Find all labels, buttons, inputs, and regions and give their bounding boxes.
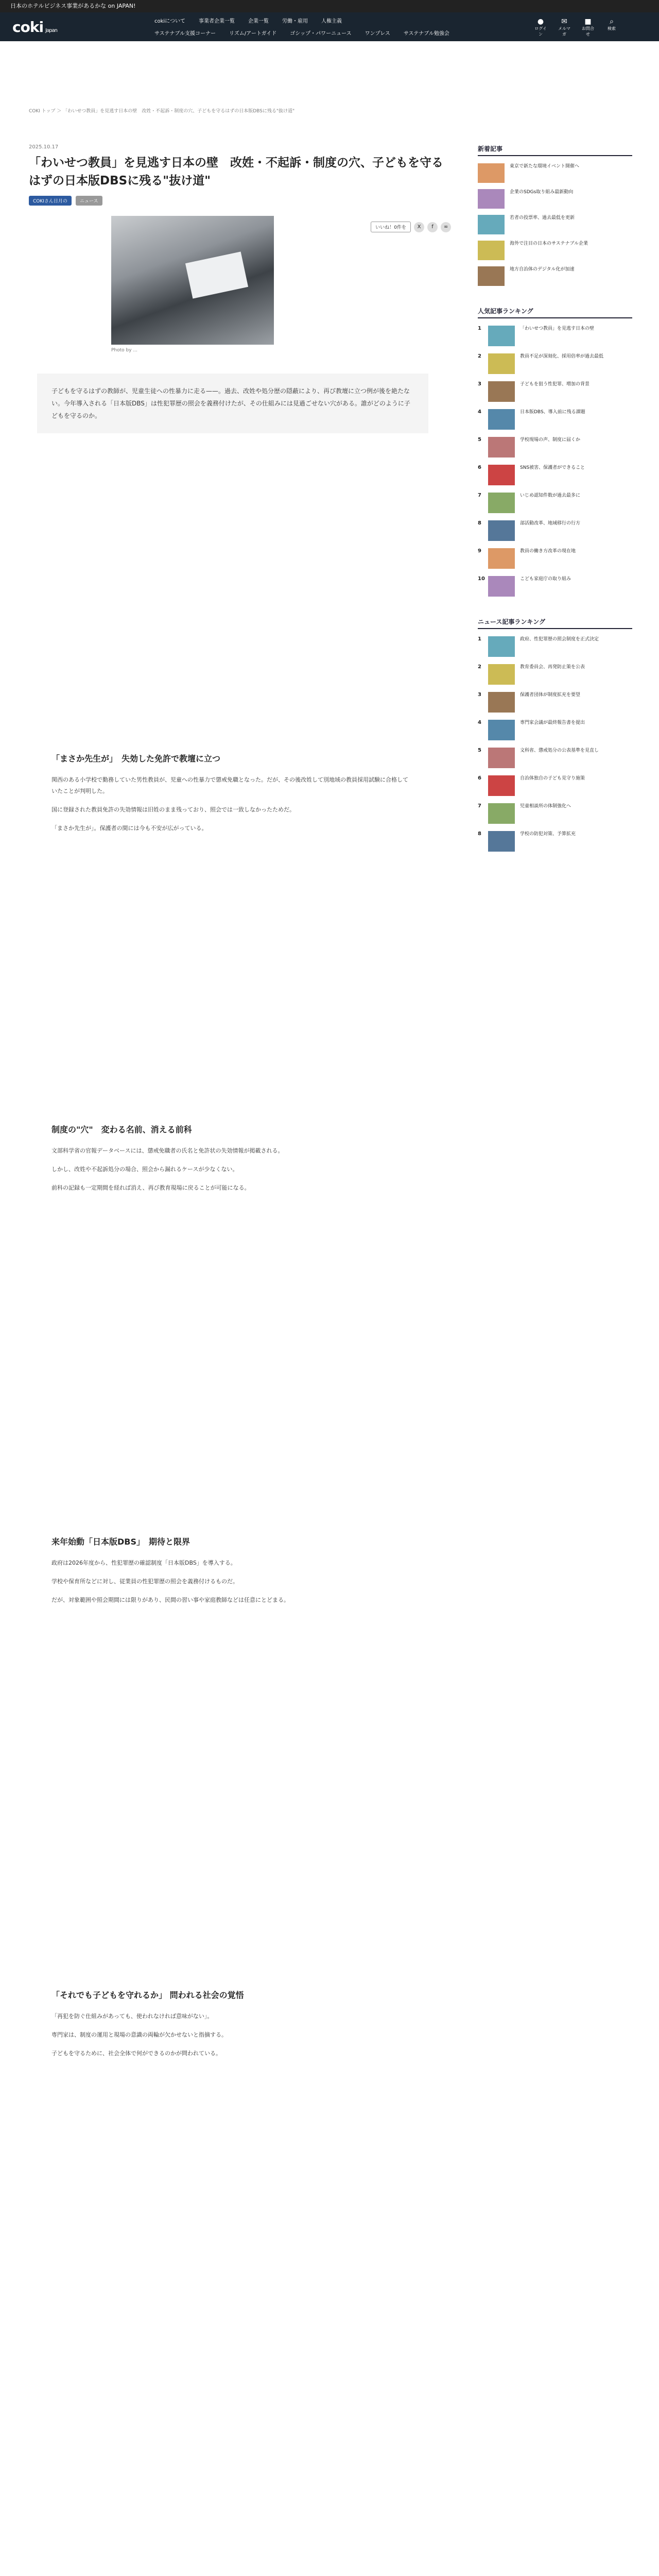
ranking-title: 保護者団体が制度拡充を要望 — [520, 692, 581, 698]
sidebar-thumbnail — [478, 266, 505, 286]
nav-item[interactable]: 企業一覧 — [248, 19, 269, 24]
sidebar-item-title: 海外で注目の日本のサステナブル企業 — [510, 241, 588, 246]
article-hero-image — [111, 216, 274, 345]
ranking-title: SNS被害、保護者ができること — [520, 465, 585, 470]
nav-secondary — [154, 29, 449, 37]
article-tags — [29, 196, 451, 206]
ranking-item[interactable] — [478, 326, 632, 346]
top-ticker: 日本のホテルビジネス事業があるかな on JAPAN! — [0, 0, 659, 12]
ranking-thumbnail — [488, 636, 515, 657]
ranking-number: 3 — [478, 692, 481, 698]
section-paragraph: 専門家は、制度の運用と現場の意識の両輪が欠かせないと指摘する。 — [51, 2031, 227, 2038]
ranking-item[interactable] — [478, 692, 632, 713]
section-paragraph: 前科の記録も一定期間を経れば消え、再び教育現場に戻ることが可能になる。 — [51, 1184, 250, 1191]
ranking-title: いじめ認知件数が過去最多に — [520, 493, 581, 498]
article-date: 2025.10.17 — [29, 144, 59, 150]
sidebar-thumbnail — [478, 163, 505, 183]
breadcrumb[interactable]: COKI トップ ＞ 「わいせつ教員」を見逃す日本の壁 改姓・不起訴・制度の穴、子どもを守るはずの日本版DBSに残る"抜け道" — [29, 109, 295, 114]
article-tag[interactable]: COKIさん日月の — [29, 196, 72, 206]
ranking-title: 政府、性犯罪歴の照会制度を正式決定 — [520, 637, 599, 642]
ranking-number: 9 — [478, 548, 481, 554]
sidebar-thumbnail — [478, 241, 505, 260]
sidebar-heading: 人気記事ランキング — [478, 307, 632, 318]
ranking-thumbnail — [488, 353, 515, 374]
section-paragraph: 子どもを守るために、社会全体で何ができるのかが問われている。 — [51, 2050, 221, 2057]
ranking-thumbnail — [488, 775, 515, 796]
article-main — [29, 144, 451, 433]
ranking-item[interactable] — [478, 381, 632, 402]
ranking-title: 「わいせつ教員」を見逃す日本の壁 — [520, 326, 595, 331]
sidebar-item-title: 地方自治体のデジタル化が加速 — [510, 267, 575, 272]
chat-icon[interactable]: ■ お問合せ — [582, 18, 594, 37]
section-paragraph: 学校や保育所などに対し、従業員の性犯罪歴の照会を義務付けるものだ。 — [51, 1578, 238, 1585]
ranking-number: 1 — [478, 636, 481, 642]
sidebar-item[interactable] — [478, 241, 632, 260]
x-share-icon[interactable]: X — [414, 222, 424, 232]
ranking-thumbnail — [488, 664, 515, 685]
sidebar-item-title: 東京で新たな環境イベント開催へ — [510, 164, 580, 169]
article-tag[interactable]: ニュース — [76, 196, 102, 206]
ranking-title: 教員不足が深刻化、採用倍率が過去最低 — [520, 354, 604, 359]
ranking-item[interactable] — [478, 548, 632, 569]
ranking-item[interactable] — [478, 664, 632, 685]
user-icon[interactable]: ● ログイン — [534, 18, 547, 37]
nav-item[interactable]: サステナブル勉強会 — [403, 31, 449, 37]
ranking-thumbnail — [488, 692, 515, 713]
ranking-number: 5 — [478, 437, 481, 443]
article-section — [51, 1123, 412, 1201]
ranking-number: 3 — [478, 381, 481, 387]
section-heading: 「まさか先生が」 失効した免許で教壇に立つ — [51, 754, 221, 764]
ranking-thumbnail — [488, 465, 515, 485]
ranking-thumbnail — [488, 409, 515, 430]
ranking-item[interactable] — [478, 437, 632, 457]
section-heading: 来年始動「日本版DBS」 期待と限界 — [51, 1537, 190, 1547]
ranking-thumbnail — [488, 576, 515, 597]
ranking-title: こども家庭庁の取り組み — [520, 577, 571, 582]
ranking-title: 子どもを狙う性犯罪、増加の背景 — [520, 382, 590, 387]
ranking-item[interactable] — [478, 465, 632, 485]
ranking-thumbnail — [488, 326, 515, 346]
photo-caption: Photo by ... — [111, 348, 138, 353]
section-heading: 「それでも子どもを守れるか」 問われる社会の覚悟 — [51, 1990, 244, 2000]
ranking-number: 2 — [478, 353, 481, 359]
ranking-number: 2 — [478, 664, 481, 670]
ranking-thumbnail — [488, 748, 515, 768]
nav-item[interactable]: 労働・雇用 — [282, 19, 308, 24]
ranking-thumbnail — [488, 381, 515, 402]
article-lead: 子どもを守るはずの教師が、児童生徒への性暴力に走る——。過去、改姓や処分歴の隠蔽により、再び教壇に立つ例が後を絶たない。今年導入される「日本版DBS」は性犯罪歴の照会を義務付けたが、その仕組みには見過ごせない穴がある。誰がどのように子どもを守るのか。 — [37, 374, 428, 433]
ranking-number: 6 — [478, 775, 481, 781]
ranking-title: 文科省、懲戒処分の公表基準を見直し — [520, 748, 599, 753]
ranking-item[interactable] — [478, 636, 632, 657]
section-paragraph: 「まさか先生が」。保護者の間には今も不安が広がっている。 — [51, 825, 207, 832]
article-section — [51, 752, 412, 841]
ranking-thumbnail — [488, 831, 515, 852]
mail-icon[interactable]: ✉ メルマガ — [558, 18, 570, 37]
sidebar-thumbnail — [478, 215, 505, 234]
ranking-title: 専門家会議が最終報告書を提出 — [520, 720, 585, 725]
nav-item[interactable]: ワンプレス — [365, 31, 390, 37]
ranking-item[interactable] — [478, 831, 632, 852]
ranking-title: 部活動改革、地域移行の行方 — [520, 521, 581, 526]
ranking-title: 教員の働き方改革の現在地 — [520, 549, 576, 554]
header-icons — [534, 18, 618, 37]
ranking-title: 教育委員会、再発防止策を公表 — [520, 665, 585, 670]
ranking-title: 日本版DBS、導入前に残る課題 — [520, 410, 585, 415]
ranking-number: 7 — [478, 803, 481, 809]
ranking-number: 7 — [478, 493, 481, 498]
section-heading: 制度の"穴" 変わる名前、消える前科 — [51, 1125, 192, 1134]
sidebar-heading: ニュース記事ランキング — [478, 617, 632, 629]
ranking-thumbnail — [488, 548, 515, 569]
sidebar-item[interactable] — [478, 189, 632, 209]
ranking-title: 学校現場の声、制度に届くか — [520, 437, 581, 443]
ranking-number: 4 — [478, 720, 481, 725]
ranking-item[interactable] — [478, 520, 632, 541]
ranking-number: 8 — [478, 520, 481, 526]
section-paragraph: 関西のある小学校で勤務していた男性教員が、児童への性暴力で懲戒免職となった。だが、その後改姓して別地域の教員採用試験に合格していたことが判明した。 — [51, 776, 408, 794]
article-section — [51, 1989, 412, 2066]
site-logo[interactable]: coki Japan — [12, 19, 57, 36]
ranking-number: 10 — [478, 576, 485, 582]
sidebar-thumbnail — [478, 189, 505, 209]
article-section — [51, 1535, 412, 1613]
sidebar-item[interactable] — [478, 215, 632, 234]
ranking-title: 学校の防犯対策、予算拡充 — [520, 832, 576, 837]
nav-item[interactable]: ゴシップ・パワーニュース — [290, 31, 352, 37]
nav-item[interactable]: cokiについて — [154, 19, 185, 24]
ranking-number: 6 — [478, 465, 481, 470]
sidebar-heading: 新着記事 — [478, 144, 632, 156]
ranking-thumbnail — [488, 720, 515, 740]
ranking-number: 8 — [478, 831, 481, 837]
ranking-thumbnail — [488, 803, 515, 824]
section-paragraph: 国に登録された教員免許の失効情報は旧姓のまま残っており、照会では一致しなかったためだ。 — [51, 806, 295, 813]
like-button[interactable]: いいね！0件を — [371, 222, 411, 232]
sidebar — [478, 144, 632, 859]
section-paragraph: しかし、改姓や不起訴処分の場合、照会から漏れるケースが少なくない。 — [51, 1166, 238, 1173]
section-paragraph: 「再犯を防ぐ仕組みがあっても、使われなければ意味がない」。 — [51, 2013, 213, 2020]
ranking-title: 自治体独自の子ども見守り施策 — [520, 776, 585, 781]
section-paragraph: 文部科学省の官報データベースには、懲戒免職者の氏名と免許状の失効情報が掲載される。 — [51, 1147, 284, 1154]
nav-item[interactable]: リズム/アートガイド — [229, 31, 277, 37]
ranking-number: 4 — [478, 409, 481, 415]
ranking-item[interactable] — [478, 720, 632, 740]
ranking-title: 児童相談所の体制強化へ — [520, 804, 571, 809]
sidebar-item-title: 若者の投票率、過去最低を更新 — [510, 215, 575, 221]
ranking-thumbnail — [488, 493, 515, 513]
link-share-icon[interactable]: ∞ — [441, 222, 451, 232]
ranking-number: 5 — [478, 748, 481, 753]
article-title: 「わいせつ教員」を見逃す日本の壁 改姓・不起訴・制度の穴、子どもを守るはずの日本版DBSに残る"抜け道" — [29, 156, 443, 188]
nav-item[interactable]: 事業者企業一覧 — [199, 19, 235, 24]
nav-item[interactable]: 人権主義 — [321, 19, 342, 24]
share-bar — [371, 222, 451, 232]
facebook-share-icon[interactable]: f — [427, 222, 438, 232]
ranking-item[interactable] — [478, 409, 632, 430]
nav-primary — [154, 16, 342, 24]
ranking-thumbnail — [488, 437, 515, 457]
ranking-item[interactable] — [478, 803, 632, 824]
ranking-item[interactable] — [478, 748, 632, 768]
ranking-thumbnail — [488, 520, 515, 541]
ranking-item[interactable] — [478, 493, 632, 513]
sidebar-item[interactable] — [478, 266, 632, 286]
ranking-item[interactable] — [478, 353, 632, 374]
ranking-item[interactable] — [478, 775, 632, 796]
nav-item[interactable]: サステナブル支援コーナー — [154, 31, 216, 37]
section-paragraph: だが、対象範囲や照会期間には限りがあり、民間の習い事や家庭教師などは任意にとどまる。 — [51, 1597, 289, 1603]
site-header — [0, 12, 659, 41]
ranking-item[interactable] — [478, 576, 632, 597]
section-paragraph: 政府は2026年度から、性犯罪歴の確認制度「日本版DBS」を導入する。 — [51, 1560, 236, 1566]
ranking-number: 1 — [478, 326, 481, 331]
search-icon[interactable]: ⌕ 検索 — [608, 18, 616, 31]
sidebar-item[interactable] — [478, 163, 632, 183]
sidebar-item-title: 企業のSDGs取り組み最新動向 — [510, 190, 574, 195]
